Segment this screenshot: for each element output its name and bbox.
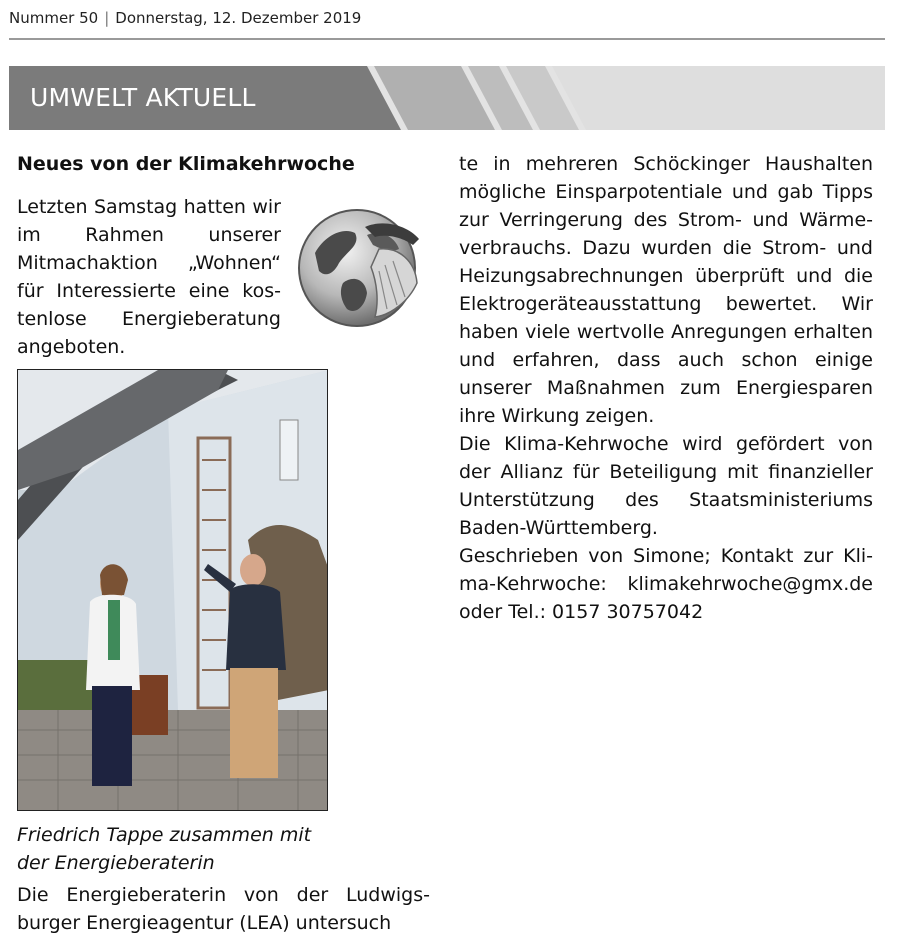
section-banner — [9, 66, 885, 130]
article-column-2 — [459, 150, 873, 626]
header-rule — [9, 38, 885, 40]
article-funding: Die Klima-Kehrwoche wird gefördert von der Allianz für Beteiligung mit finanzieller Unterstützung des Staatsministeriums Baden-Württemberg. — [459, 433, 873, 539]
globe-broom-logo-icon — [295, 205, 427, 331]
article-photo — [17, 369, 328, 811]
photo-caption: Friedrich Tappe zusammen mit der Energieberaterin — [17, 824, 312, 874]
article-body-continued: te in mehreren Schöckinger Haushalten mögliche Einsparpotentiale und gab Tipps zur Verringerung des Strom- und Wärmeverbrauchs. Dazu wurden die Strom- und Heizungsabrechnungen überprüft und die Elektrogeräteausstattung bewertet. Wir haben viele wertvolle Anregungen erhalten und erfahren, dass auch schon einige unserer Maßnahmen zum Energiesparen ihre Wirkung zeigen. — [459, 153, 873, 427]
page-header — [9, 9, 361, 27]
article-headline: Neues von der Klimakehrwoche — [17, 153, 355, 175]
article-contact: Geschrieben von Simone; Kontakt zur Klima-Kehrwoche: klimakehrwoche@gmx.de oder Tel.: 0157 30757042 — [459, 545, 873, 623]
article-body-start: Die Energieberaterin von der Ludwigsburger Energieagentur (LEA) untersuch — [17, 884, 430, 934]
issue-date: Donnerstag, 12. Dezember 2019 — [115, 9, 362, 27]
header-separator: | — [104, 9, 110, 27]
issue-number: Nummer 50 — [9, 9, 99, 27]
article-intro: Letzten Samstag hatten wir im Rahmen unserer Mitmachaktion „Wohnen“ für Interessierte eine kostenlose Energieberatung angeboten. — [17, 196, 281, 358]
section-title: UMWELT AKTUELL — [30, 83, 256, 112]
